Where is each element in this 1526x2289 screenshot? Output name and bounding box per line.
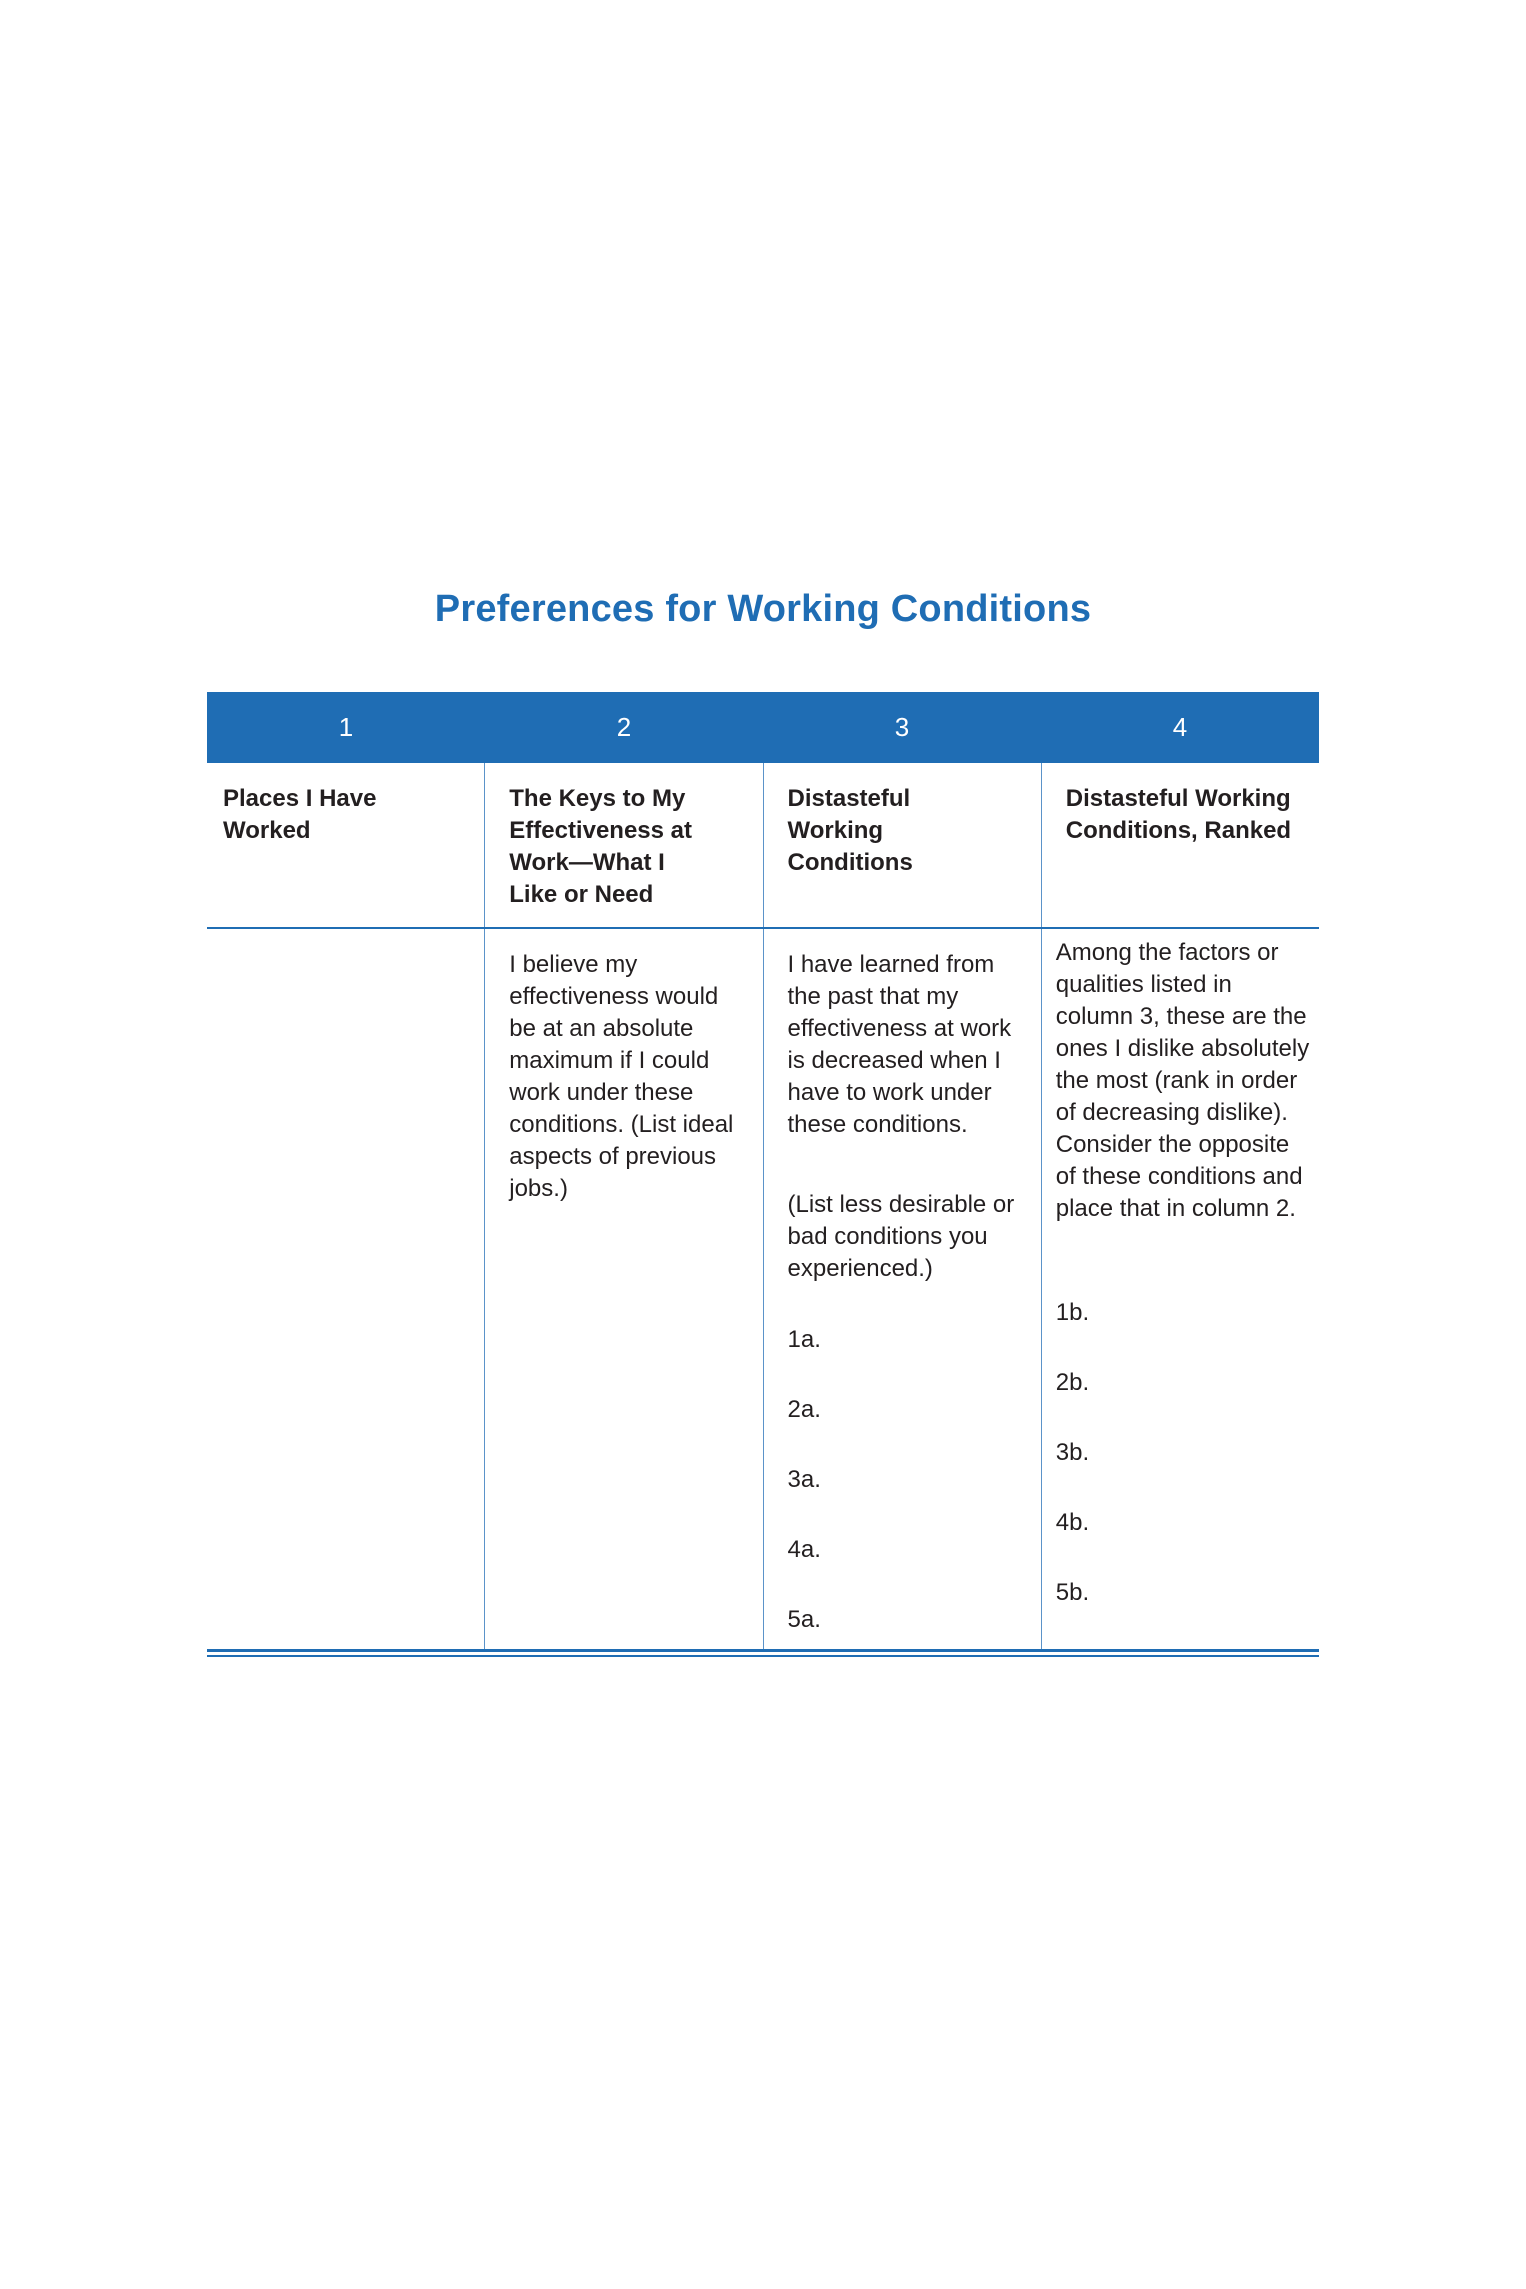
list-item-5a[interactable]: 5a. bbox=[787, 1606, 821, 1633]
column-items-4 bbox=[1056, 1297, 1089, 1647]
column-heading-2: The Keys to My Effectiveness at Work—What I Like or Need bbox=[509, 785, 693, 908]
column-number-row bbox=[207, 692, 1319, 763]
heading-cell-3 bbox=[763, 763, 1041, 927]
column-heading-3: Distasteful Working Conditions bbox=[787, 785, 913, 876]
column-body-2: I believe my effectiveness would be at an absolute maximum if I could work under these conditions. (List ideal aspects of previous jobs.) bbox=[509, 951, 734, 1202]
heading-cell-1 bbox=[207, 763, 484, 927]
heading-cell-2 bbox=[484, 763, 762, 927]
column-number-1: 1 bbox=[338, 712, 354, 742]
list-item-4a[interactable]: 4a. bbox=[787, 1536, 821, 1563]
list-item-3b[interactable]: 3b. bbox=[1055, 1439, 1090, 1466]
list-item-4b[interactable]: 4b. bbox=[1055, 1509, 1090, 1536]
bottom-rule-secondary bbox=[207, 1655, 1319, 1657]
column-items-3 bbox=[788, 1324, 821, 1674]
body-cell-1[interactable] bbox=[207, 929, 484, 1649]
body-cell-2[interactable] bbox=[484, 929, 762, 1649]
column-number-2: 2 bbox=[616, 712, 632, 742]
list-item-3a[interactable]: 3a. bbox=[787, 1466, 821, 1493]
list-item-5b[interactable]: 5b. bbox=[1055, 1579, 1090, 1606]
column-heading-row bbox=[207, 763, 1319, 929]
working-conditions-table bbox=[207, 692, 1319, 1657]
list-item-2b[interactable]: 2b. bbox=[1055, 1369, 1090, 1396]
column-number-4: 4 bbox=[1172, 712, 1188, 742]
column-body-4: Among the factors or qualities listed in column 3, these are the ones I dislike absolutely the most (rank in order of decreasing dislike). Consider the opposite of these conditions and place that in column 2. bbox=[1055, 939, 1310, 1222]
list-item-2a[interactable]: 2a. bbox=[787, 1396, 821, 1423]
column-body-3: I have learned from the past that my effectiveness at work is decreased when I have to work under these conditions. bbox=[787, 951, 1012, 1138]
body-cell-4[interactable] bbox=[1041, 929, 1319, 1649]
page-title: Preferences for Working Conditions bbox=[434, 588, 1092, 630]
list-item-1a[interactable]: 1a. bbox=[787, 1326, 821, 1353]
column-body-row bbox=[207, 929, 1319, 1649]
body-cell-3[interactable] bbox=[763, 929, 1041, 1649]
column-number-3: 3 bbox=[894, 712, 910, 742]
column-heading-1: Places I Have Worked bbox=[223, 785, 377, 844]
column-note-3: (List less desirable or bad conditions you experienced.) bbox=[787, 1191, 1015, 1282]
column-heading-4: Distasteful Working Conditions, Ranked bbox=[1065, 785, 1292, 844]
list-item-1b[interactable]: 1b. bbox=[1055, 1299, 1090, 1326]
heading-cell-4 bbox=[1041, 763, 1319, 927]
